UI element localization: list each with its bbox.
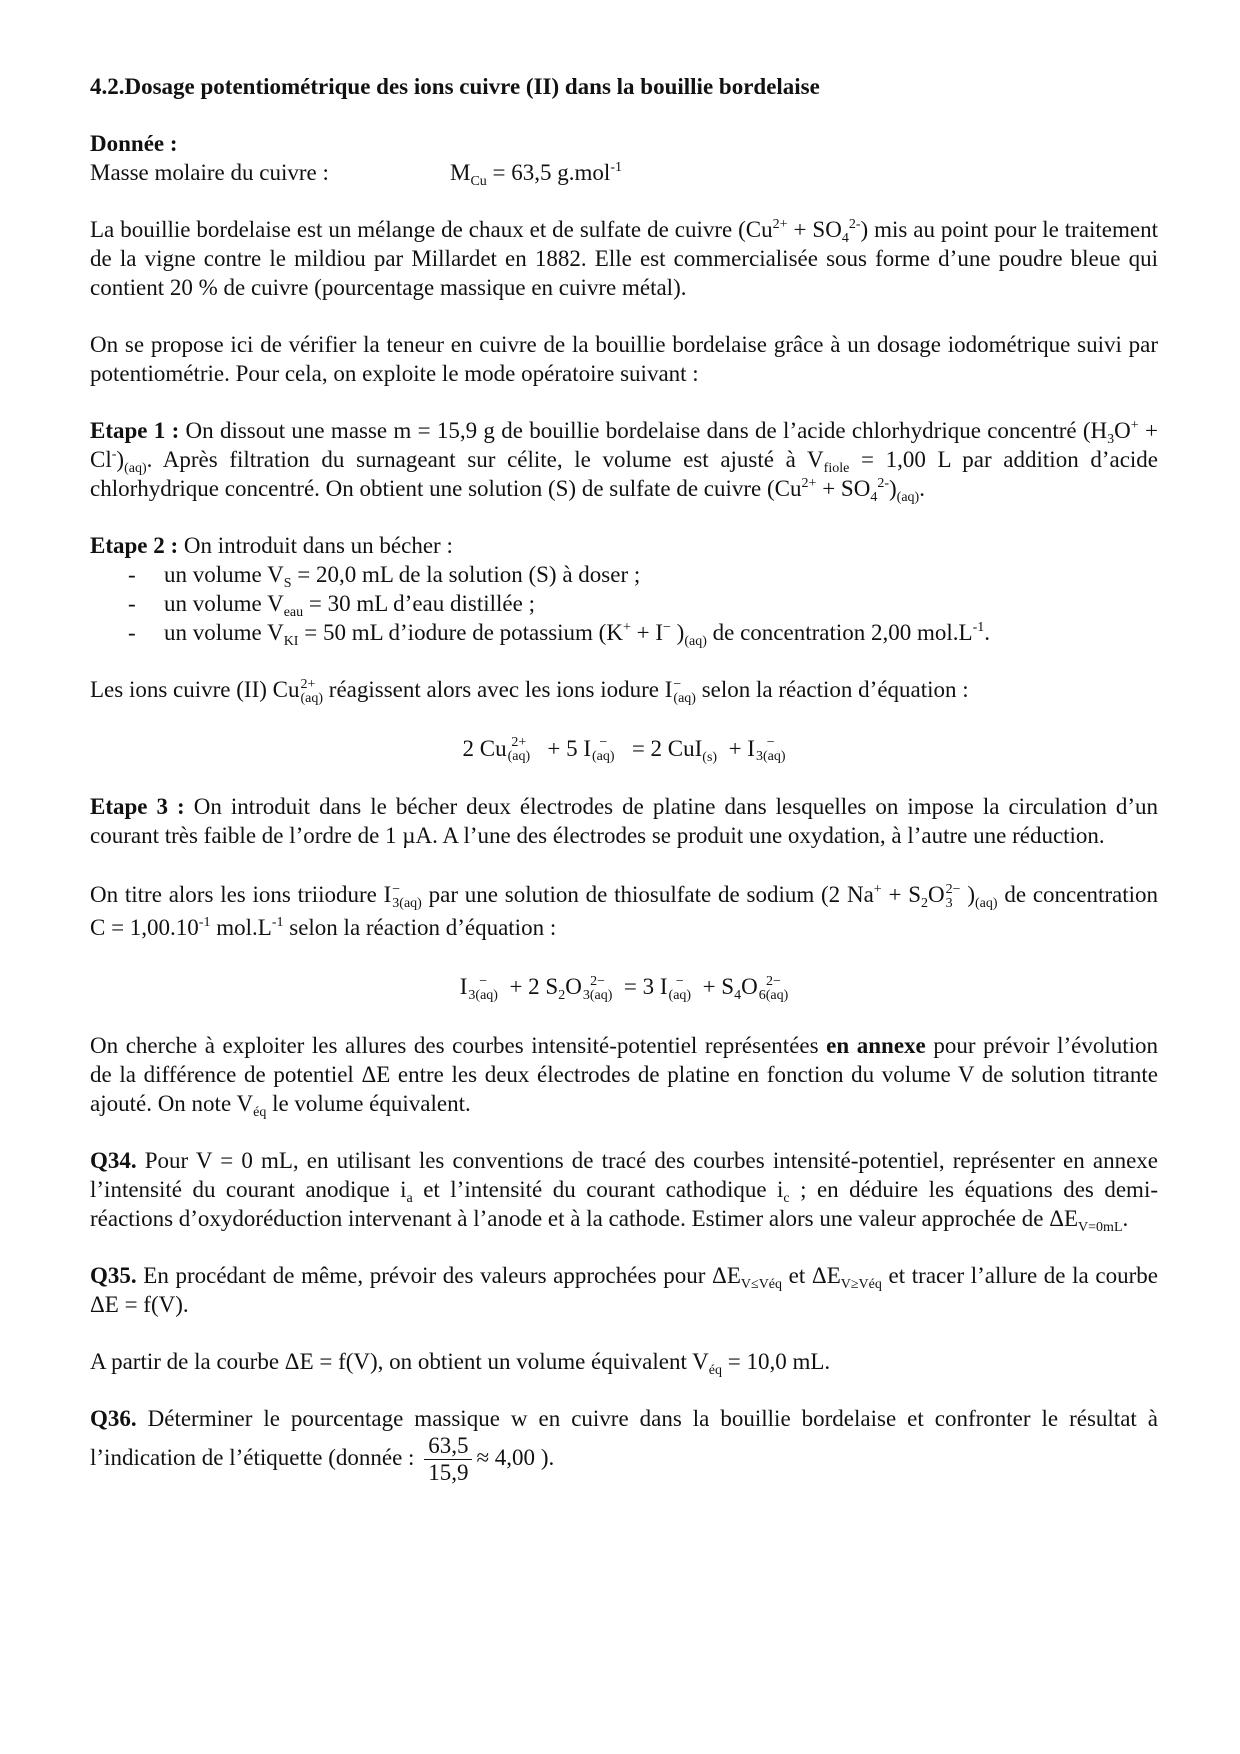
t: un volume V [164, 591, 284, 616]
etape1-label: Etape 1 : [90, 418, 180, 443]
list-item [128, 618, 1158, 647]
s: 4 [734, 988, 742, 1004]
t: un volume V [164, 562, 284, 587]
s: 2− [766, 974, 781, 990]
molar-mass-sub: Cu [470, 174, 487, 189]
molar-mass-symbol: M [450, 160, 471, 185]
t: selon la réaction d’équation : [695, 677, 969, 702]
question-q35 [90, 1261, 1158, 1319]
t: On titre alors les ions triiodure I [90, 882, 392, 908]
ion [946, 883, 961, 911]
s: − [766, 735, 775, 751]
t: = 20,0 mL de la solution (S) à doser ; [291, 562, 641, 587]
t: O [1114, 418, 1131, 443]
molar-mass-value: = 63,5 g.mol [486, 160, 611, 185]
ion [583, 975, 613, 1003]
s: 4 [841, 231, 849, 246]
t: + S [881, 882, 922, 908]
list-item [128, 560, 1158, 589]
t: On introduit dans le bécher deux électrodes de platine dans lesquelles on impose la circulation d’un courant très faible de l’ordre de 1 µA. A l’une des électrodes se produit une oxydation, à l’autre une réduction. [90, 794, 1158, 849]
s: -1 [972, 620, 985, 635]
ion [669, 975, 692, 1003]
s: 3(aq) [392, 896, 422, 912]
s: − [663, 620, 671, 635]
molar-mass-unit-sup: -1 [610, 160, 622, 175]
question-q34 [90, 1146, 1158, 1236]
t: On cherche à exploiter les allures des courbes intensité-potentiel représentées [90, 1033, 827, 1059]
ion-cu [301, 678, 324, 706]
s: − [599, 735, 608, 751]
fraction-numerator: 63,5 [424, 1433, 472, 1460]
t: par une solution de thiosulfate de sodium (2 Na [421, 882, 874, 908]
ion [759, 975, 789, 1003]
t: . [1122, 1206, 1129, 1232]
s: 2+ [300, 676, 316, 692]
s: (aq) [507, 749, 531, 765]
annexe-paragraph [90, 1031, 1159, 1121]
ion [756, 736, 786, 764]
etape2-block [90, 531, 1158, 647]
intro-paragraph-1 [90, 215, 1158, 302]
s: 2+ [772, 217, 788, 232]
s: + [873, 882, 882, 898]
t: Déterminer le pourcentage massique w en cuivre dans la bouillie bordelaise et confronter le résultat à l’indication de l’étiquette (donnée : [90, 1406, 1158, 1470]
page [90, 72, 1158, 1486]
t: = 3 I [618, 974, 668, 1000]
t: ). [535, 1444, 555, 1470]
s: 3 [945, 896, 953, 912]
q34-label: Q34. [90, 1148, 137, 1174]
s: − [673, 676, 682, 692]
t: On introduit dans un bécher : [178, 533, 453, 558]
etape1-paragraph [90, 416, 1158, 503]
s: 2 [558, 988, 566, 1004]
s: c [783, 1191, 790, 1207]
t: 2 Cu [462, 735, 507, 761]
t: + SO [787, 217, 842, 242]
donnee-label: Masse molaire du cuivre : [90, 160, 329, 185]
list-item [128, 589, 1158, 618]
donnee-heading: Donnée : [90, 131, 178, 156]
t: réagissent alors avec les ions iodure I [323, 677, 673, 702]
fraction [424, 1433, 472, 1486]
s: 3 [1107, 432, 1115, 447]
t: ) [888, 476, 897, 501]
ion [508, 736, 531, 764]
etape2-intro [90, 531, 1158, 560]
question-q36 [90, 1404, 1158, 1486]
t: A partir de la courbe ΔE = f(V), on obtient un volume équivalent V [90, 1349, 709, 1375]
approx-value: ≈ 4,00 [476, 1444, 536, 1470]
s: (aq) [896, 490, 920, 505]
s: + [622, 620, 631, 635]
s: fiole [823, 461, 850, 476]
t: = 1,00 L par addition d’acide chlorhydrique concentré. On obtient une solution (S) de sulfate de cuivre (Cu [90, 447, 1159, 501]
t: + SO [816, 476, 871, 501]
t: O [928, 882, 945, 908]
s: 3(aq) [755, 749, 786, 765]
ion [592, 736, 615, 764]
s: 4 [870, 490, 878, 505]
s: 3(aq) [468, 988, 498, 1004]
t: . Après filtration du surnageant sur célite, le volume est ajusté à V [146, 447, 824, 472]
donnee-line [90, 158, 1158, 187]
t: . [919, 476, 925, 501]
s: 6(aq) [758, 988, 789, 1004]
s: 3(aq) [582, 988, 613, 1004]
t: ) mis au point pour le traitement de la vigne contre le mildiou par Millardet en 1882. Elle est commercialisée sous forme d’une poudre bleue qui contient 20 % de cuivre (pourcentage massique en cuivre métal). [90, 217, 1158, 300]
intro-paragraph-2: On se propose ici de vérifier la teneur en cuivre de la bouillie bordelaise grâce à un dosage iodométrique suivi par potentiométrie. Pour cela, on exploite le mode opératoire suivant : [90, 332, 1158, 386]
t: ) [670, 620, 685, 645]
s: S [283, 576, 292, 591]
s: - [111, 447, 117, 462]
s: 2+ [801, 476, 817, 491]
t: + 2 S [503, 974, 559, 1000]
s: (aq) [668, 988, 692, 1004]
t: ) [960, 882, 976, 908]
s: 2- [848, 217, 861, 232]
t: et tracer l’allure de la courbe ΔE = f(V). [90, 1263, 1158, 1318]
t: = 50 mL d’iodure de potassium (K [298, 620, 623, 645]
t: de concentration 2,00 mol.L [706, 620, 973, 645]
s: (s) [702, 749, 718, 765]
s: (aq) [684, 634, 707, 649]
s: (aq) [124, 461, 147, 476]
donnee-block [90, 129, 1158, 187]
t: et ΔE [782, 1263, 841, 1289]
q35-label: Q35. [90, 1263, 137, 1289]
t: ; en déduire les équations des demi-réactions d’oxydoréduction intervenant à l’anode et à la cathode. Estimer alors une valeur approchée de ΔE [90, 1177, 1158, 1232]
t: I [459, 974, 468, 1000]
s: V=0mL [1078, 1220, 1123, 1236]
s: (aq) [300, 690, 324, 706]
t: pour prévoir l’évolution de la différence de potentiel ΔE entre les deux électrodes de platine en fonction du volume V de solution titrante ajouté. On note V [90, 1033, 1159, 1117]
t: Pour V = 0 mL, en utilisant les conventions de tracé des courbes intensité-potentiel, représenter en annexe l’intensité du courant anodique i [90, 1148, 1158, 1203]
ion [468, 975, 498, 1003]
t: ) [116, 447, 125, 472]
s: − [479, 974, 488, 990]
titrage-paragraph [90, 878, 1158, 944]
s: éq [253, 1105, 267, 1121]
s: 2− [945, 882, 961, 898]
t: et l’intensité du courant cathodique i [412, 1177, 784, 1203]
t: le volume équivalent. [266, 1091, 471, 1117]
s: -1 [271, 915, 284, 931]
s: eau [283, 605, 304, 620]
reaction1-intro [90, 675, 1158, 706]
s: V≥Véq [840, 1277, 882, 1293]
t: selon la réaction d’équation : [283, 915, 557, 941]
s: (aq) [592, 749, 615, 765]
s: 2- [877, 476, 889, 491]
annexe-emphasis: en annexe [826, 1033, 926, 1059]
s: -1 [198, 915, 211, 931]
t: O [741, 974, 758, 1000]
s: 2 [921, 896, 929, 912]
s: (aq) [975, 896, 998, 912]
t: mol.L [210, 915, 272, 941]
ion [392, 883, 422, 911]
s: 2+ [511, 735, 527, 751]
s: 2− [590, 974, 606, 990]
s: − [392, 882, 401, 898]
etape3-label: Etape 3 : [90, 794, 185, 820]
t: O [565, 974, 582, 1000]
etape2-list [90, 560, 1158, 647]
t: On dissout une masse m = 15,9 g de bouillie bordelaise dans de l’acide chlorhydrique concentré (H [179, 418, 1108, 443]
ion-i [673, 678, 696, 706]
t: un volume V [164, 620, 284, 645]
t: + I [722, 735, 755, 761]
veq-line [90, 1347, 1158, 1379]
etape3-paragraph [90, 792, 1158, 850]
equation-1 [90, 734, 1158, 765]
q36-label: Q36. [90, 1406, 137, 1432]
s: a [406, 1191, 413, 1207]
s: éq [708, 1363, 723, 1379]
t: . [984, 620, 990, 645]
t: + S [696, 974, 735, 1000]
t: = 2 CuI [626, 735, 703, 761]
s: − [675, 974, 684, 990]
section-title: 4.2.Dosage potentiométrique des ions cuivre (II) dans la bouillie bordelaise [90, 74, 820, 99]
equation-2 [90, 972, 1158, 1003]
s: KI [283, 634, 299, 649]
t: = 10,0 mL. [722, 1349, 831, 1375]
t: + I [630, 620, 663, 645]
s: V≤Véq [740, 1277, 783, 1293]
t: + 5 I [541, 735, 592, 761]
fraction-denominator: 15,9 [428, 1460, 469, 1486]
t: = 30 mL d’eau distillée ; [303, 591, 535, 616]
t: de concentration C = 1,00.10 [90, 882, 1158, 941]
t: + Cl [90, 418, 1158, 472]
etape2-label: Etape 2 : [90, 533, 179, 558]
s: + [1130, 418, 1139, 433]
donnee-value [450, 158, 622, 187]
s: (aq) [673, 690, 696, 706]
t: Les ions cuivre (II) Cu [90, 677, 300, 702]
t: La bouillie bordelaise est un mélange de chaux et de sulfate de cuivre (Cu [90, 217, 773, 242]
t: En procédant de même, prévoir des valeurs approchées pour ΔE [136, 1263, 741, 1289]
